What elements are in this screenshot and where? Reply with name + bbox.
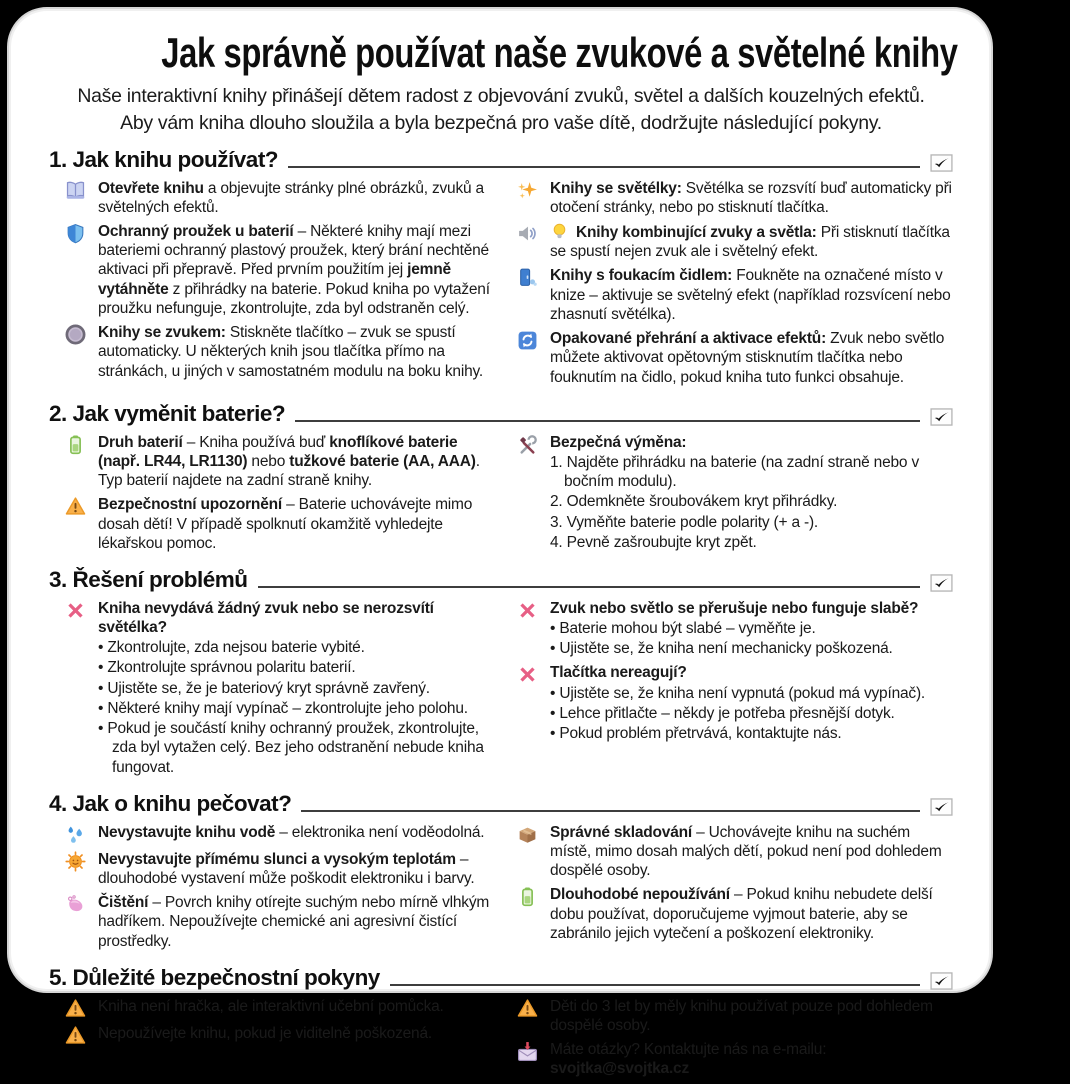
speaker-icon [517, 223, 541, 261]
item-text [98, 893, 501, 951]
text-segment: – Pokud knihu nebudete delší dobu používat, doporučujeme vyjmout baterie, aby se zabránilo jejich vytečení a poškození elektroniky. [550, 886, 933, 942]
item-text [98, 433, 501, 491]
battery-icon [65, 434, 89, 491]
text-segment: • Ujistěte se, že kniha není mechanicky poškozená. [550, 640, 893, 658]
text-segment: Bezpečnostní upozornění [98, 496, 282, 514]
text-segment: – Baterie uchovávejte mimo dosah dětí! V případě spolknutí okamžitě vyhledejte lékařskou pomoc. [98, 496, 473, 552]
list-item [65, 323, 501, 381]
left-column [65, 433, 501, 558]
paragraph [98, 658, 501, 677]
list-item [517, 433, 953, 552]
paragraph [550, 619, 953, 638]
section-heading-row [49, 791, 953, 817]
list-item [517, 599, 953, 659]
list-item [65, 850, 501, 888]
text-segment: Tlačítka nereagují? [550, 664, 687, 682]
item-text [98, 1024, 501, 1046]
item-text-flow [550, 180, 952, 216]
text-segment: • Ujistěte se, že je bateriový kryt správně zavřený. [98, 679, 430, 697]
section-troubleshooting [49, 567, 953, 782]
text-segment: 3. Vyměňte baterie podle polarity (+ a -). [550, 513, 819, 531]
text-segment: • Pokud problém přetrvává, kontaktujte nás. [550, 725, 842, 743]
text-segment: jemně vytáhněte [98, 261, 451, 298]
checkbox-checked-icon [930, 798, 953, 816]
repeat-icon [517, 330, 541, 387]
text-segment: Opakované přehrání a aktivace efektů: [550, 330, 827, 348]
text-segment: Knihy kombinující zvuky a světla: [576, 224, 817, 241]
two-columns [49, 997, 953, 1084]
battery-icon [517, 886, 541, 943]
text-segment: Zvuk nebo světlo se přerušuje nebo funguje slabě? [550, 599, 919, 617]
paragraph [550, 599, 953, 618]
text-segment: Knihy se světélky: [550, 179, 682, 197]
item-text [98, 823, 501, 845]
text-segment: Nevystavujte přímému slunci a vysokým teplotám [98, 850, 456, 868]
list-item [517, 266, 953, 324]
list-item [517, 885, 953, 943]
item-text [550, 997, 953, 1035]
list-item [517, 179, 953, 217]
tools-icon [517, 434, 541, 552]
page-title-text: Jak správně používat naše zvukové a světelné knihy [161, 29, 958, 76]
paragraph [550, 663, 953, 682]
item-text [550, 823, 953, 881]
text-segment: Při stisknutí tlačítka se spustí nejen zvuk ale i světelný efekt. [550, 224, 950, 261]
left-column [65, 823, 501, 956]
item-text [550, 1040, 953, 1078]
paragraph [550, 724, 953, 743]
text-segment: . Typ baterií najdete na zadní straně knihy. [98, 452, 480, 490]
cross-icon [517, 600, 541, 659]
section-change-batteries [49, 401, 953, 558]
text-segment: 1. Najděte přihrádku na baterie (na zadní straně nebo v bočním modulu). [550, 453, 919, 491]
page-content [9, 9, 991, 1084]
item-text [98, 850, 501, 888]
list-item [65, 222, 501, 318]
text-segment: Děti do 3 let by měly knihu používat pouze pod dohledem dospělé osoby. [550, 997, 933, 1034]
section-title: 3. Řešení problémů [49, 566, 248, 592]
paragraph [98, 699, 501, 718]
heading-rule [258, 586, 920, 588]
envelope-icon [517, 1041, 541, 1078]
text-segment: knoflíkové baterie (např. LR44, LR1130) [98, 433, 458, 470]
item-text [98, 222, 501, 318]
list-item [65, 893, 501, 951]
droplets-icon [65, 824, 89, 845]
heading-rule [288, 166, 920, 168]
item-text [550, 179, 953, 217]
paragraph [550, 684, 953, 703]
paragraph [98, 719, 501, 777]
shield-icon [65, 223, 89, 318]
item-text [98, 179, 501, 217]
bulb-icon [550, 222, 569, 241]
text-segment: Stiskněte tlačítko – zvuk se spustí automaticky. U některých knih jsou tlačítka přímo na stránkách, u jiných v samostatném modulu na boku knihy. [98, 324, 484, 380]
section-heading-row [49, 567, 953, 593]
item-text [550, 433, 953, 552]
text-segment: – dlouhodobé vystavení může poškodit elektroniku i barvy. [98, 850, 475, 887]
paragraph [98, 599, 501, 637]
list-item [517, 222, 953, 261]
text-segment: Světélka se rozsvítí buď automaticky při otočení stránky, nebo po stisknutí tlačítka. [550, 179, 952, 216]
checkbox-checked-icon [930, 408, 953, 426]
sun-icon [65, 851, 89, 888]
list-item [65, 823, 501, 845]
text-segment: Knihy s foukacím čidlem: [550, 267, 733, 285]
text-segment: 2. Odemkněte šroubovákem kryt přihrádky. [550, 493, 838, 511]
soap-icon [65, 894, 89, 951]
item-text [550, 599, 953, 659]
item-text [98, 997, 501, 1019]
paragraph [550, 533, 953, 552]
text-segment: • Ujistěte se, že kniha není vypnutá (pokud má vypínač). [550, 684, 926, 702]
text-segment: Máte otázky? Kontaktujte nás na e-mailu: [550, 1041, 827, 1059]
page-card [7, 7, 993, 1078]
paragraph [550, 453, 953, 491]
text-segment: • Pokud je součástí knihy ochranný proužek, zkontrolujte, zda byl vytažen celý. Bez jeho odstranění nebude kniha fungovat. [98, 720, 484, 776]
heading-rule [301, 810, 920, 812]
right-column [517, 997, 953, 1084]
text-segment: – Povrch knihy otírejte suchým nebo mírně vlhkým hadříkem. Nepoužívejte chemické ani agresivní čistící prostředky. [98, 894, 490, 950]
intro-line-2: Aby vám kniha dlouho sloužila a byla bezpečná pro vaše dítě, dodržujte následující pokyny. [120, 112, 882, 135]
item-text [550, 266, 953, 324]
warning-icon [65, 496, 89, 553]
warning-icon [65, 998, 89, 1019]
text-segment: Bezpečná výměna: [550, 433, 687, 451]
item-text [98, 323, 501, 381]
text-segment: Kniha nevydává žádný zvuk nebo se nerozsvítí světélka? [98, 599, 434, 637]
text-segment: • Zkontrolujte, zda nejsou baterie vybité. [98, 639, 365, 657]
list-item [65, 433, 501, 491]
section-care [49, 791, 953, 956]
right-column [517, 599, 953, 782]
sparkles-icon [517, 180, 541, 217]
paragraph [550, 639, 953, 658]
paragraph [550, 433, 953, 452]
cross-icon [65, 600, 89, 777]
book-icon [65, 180, 89, 217]
button-icon [65, 324, 89, 381]
list-item [517, 329, 953, 387]
list-item [65, 1024, 501, 1046]
text-segment: Otevřete knihu [98, 179, 204, 197]
heading-rule [295, 420, 920, 422]
page-title [49, 29, 958, 76]
checkbox-checked-icon [930, 574, 953, 592]
text-segment: Kniha není hračka, ale interaktivní učební pomůcka. [98, 997, 444, 1015]
paragraph [550, 513, 953, 532]
list-item [517, 997, 953, 1035]
text-segment: • Některé knihy mají vypínač – zkontrolujte jeho polohu. [98, 699, 468, 717]
two-columns [49, 433, 953, 558]
text-segment: Nepoužívejte knihu, pokud je viditelně poškozená. [98, 1024, 433, 1042]
two-columns [49, 179, 953, 392]
item-text [550, 329, 953, 387]
list-item [65, 997, 501, 1019]
right-column [517, 179, 953, 392]
text-segment: Správné skladování [550, 823, 692, 841]
list-item [517, 1040, 953, 1078]
cross-icon [517, 664, 541, 743]
text-segment: – Uchovávejte knihu na suchém místě, mimo dosah malých dětí, pokud není pod dohledem dospělé osoby. [550, 823, 942, 880]
section-title: 1. Jak knihu používat? [49, 146, 279, 172]
text-segment: 4. Pevně zašroubujte kryt zpět. [550, 533, 757, 551]
checkbox-checked-icon [930, 154, 953, 172]
text-segment: • Zkontrolujte správnou polaritu baterií. [98, 659, 356, 677]
list-item [65, 179, 501, 217]
list-item [517, 823, 953, 881]
item-text [550, 885, 953, 943]
section-title: 4. Jak o knihu pečovat? [49, 790, 292, 816]
two-columns [49, 823, 953, 956]
text-segment: • Lehce přitlačte – někdy je potřeba přesnější dotyk. [550, 704, 895, 722]
section-how-to-use [49, 147, 953, 392]
text-segment: – Některé knihy mají mezi bateriemi ochranný plastový proužek, který brání nechtěné aktivaci při přepravě. Před prvním použitím jej [98, 223, 489, 279]
warning-icon [65, 1025, 89, 1046]
text-segment: – Kniha používá buď [182, 433, 330, 451]
left-column [65, 997, 501, 1084]
section-safety [49, 965, 953, 1084]
right-column [517, 823, 953, 956]
section-heading-row [49, 147, 953, 173]
paragraph [550, 704, 953, 723]
text-segment: nebo [247, 452, 290, 470]
text-segment: – elektronika není voděodolná. [275, 823, 485, 841]
intro-line-1: Naše interaktivní knihy přinášejí dětem radost z objevování zvuků, světel a dalších kouzelných efektů. [77, 85, 925, 108]
text-segment: Ochranný proužek u baterií [98, 223, 294, 240]
section-title: 5. Důležité bezpečnostní pokyny [49, 964, 380, 990]
checkbox-checked-icon [930, 972, 953, 990]
item-text [550, 663, 953, 743]
text-segment: tužkové baterie (AA, AAA) [289, 452, 476, 470]
list-item [517, 663, 953, 743]
paragraph [98, 638, 501, 657]
text-segment: Foukněte na označené místo v knize – aktivuje se světelný efekt (například rozsvícení nebo zhasnutí světélka). [550, 267, 951, 323]
section-heading-row [49, 965, 953, 991]
list-item [65, 495, 501, 553]
item-text [550, 222, 953, 261]
left-column [65, 599, 501, 782]
text-segment: z přihrádky na baterie. Pokud kniha po vytažení proužku nefunguje, zkontrolujte, zda byl odstraněn celý. [98, 280, 490, 317]
text-segment: Zvuk nebo světlo můžete aktivovat opětovným stisknutím tlačítka nebo fouknutím na čidlo, pokud kniha tuto funkci obsahuje. [550, 330, 945, 386]
two-columns [49, 599, 953, 782]
box-icon [517, 824, 541, 881]
left-column [65, 179, 501, 392]
paragraph [98, 679, 501, 698]
heading-rule [390, 984, 920, 986]
paragraph [550, 492, 953, 511]
intro-paragraph [49, 83, 953, 138]
blow-icon [517, 267, 541, 324]
item-text-flow [550, 224, 950, 260]
warning-icon [517, 998, 541, 1035]
text-segment: Dlouhodobé nepoužívání [550, 886, 730, 904]
section-heading-row [49, 401, 953, 427]
item-text [98, 599, 501, 777]
text-segment: Čištění [98, 894, 149, 912]
text-segment: Nevystavujte knihu vodě [98, 823, 276, 841]
list-item [65, 599, 501, 777]
section-title: 2. Jak vyměnit baterie? [49, 400, 286, 426]
text-segment: a objevujte stránky plné obrázků, zvuků a světelných efektů. [98, 179, 484, 216]
text-segment: • Baterie mohou být slabé – vyměňte je. [550, 620, 816, 638]
text-segment: svojtka@svojtka.cz [550, 1060, 690, 1078]
item-text [98, 495, 501, 553]
text-segment: Druh baterií [98, 433, 183, 451]
text-segment: Knihy se zvukem: [98, 324, 226, 342]
right-column [517, 433, 953, 558]
